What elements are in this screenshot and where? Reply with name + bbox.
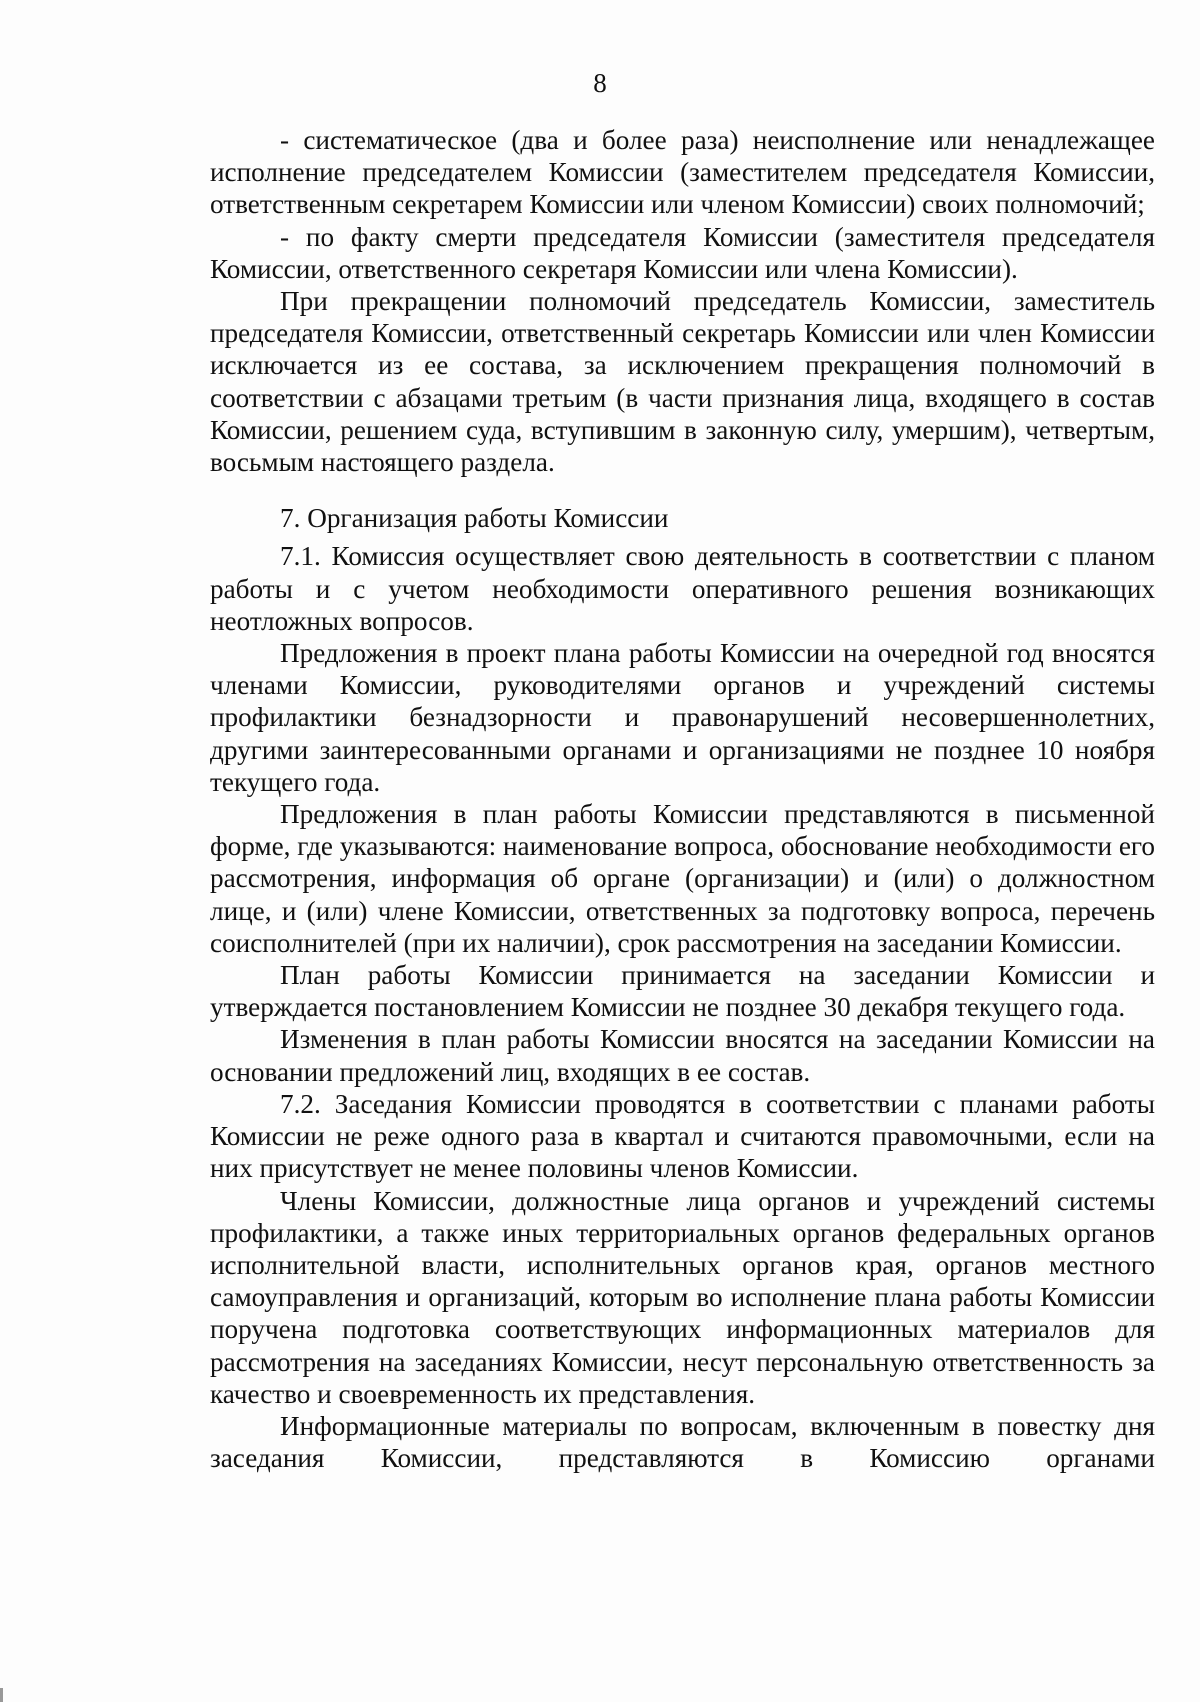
paragraph-plan-approval: План работы Комиссии принимается на заседании Комиссии и утверждается постановлением Комиссии не позднее 30 декабря текущего года. bbox=[210, 960, 1155, 1023]
paragraph-plan-proposals: Предложения в проект плана работы Комиссии на очередной год вносятся членами Комиссии, руководителями органов и учреждений системы профилактики безнадзорности и правонарушений несовершеннолетних, другими заинтересованными органами и организациями не позднее 10 ноября текущего года. bbox=[210, 638, 1155, 797]
paragraph-information-materials: Информационные материалы по вопросам, включенным в повестку дня заседания Комиссии, представляются в Комиссию органами bbox=[210, 1410, 1155, 1474]
paragraph-written-form: Предложения в план работы Комиссии представляются в письменной форме, где указываются: наименование вопроса, обоснование необходимости его рассмотрения, информация об органе (организации) и (или) о должностном лице, и (или) члене Комиссии, ответственных за подготовку вопроса, перечень соисполнителей (при их наличии), срок рассмотрения на заседании Комиссии. bbox=[210, 799, 1155, 958]
page-number: 8 bbox=[593, 68, 607, 98]
paragraph-plan-changes: Изменения в план работы Комиссии вносятся на заседании Комиссии на основании предложений лиц, входящих в ее состав. bbox=[210, 1024, 1155, 1087]
document-body bbox=[210, 124, 1155, 1474]
paragraph-termination-of-powers: При прекращении полномочий председатель Комиссии, заместитель председателя Комиссии, ответственный секретарь Комиссии или член Комиссии исключается из ее состава, за исключением прекращения полномочий в соответствии с абзацами третьим (в части признания лица, входящего в состав Комиссии, решением суда, вступившим в законную силу, умершим), четвертым, восьмым настоящего раздела. bbox=[210, 286, 1155, 478]
paragraph-responsibility: Члены Комиссии, должностные лица органов и учреждений системы профилактики, а также иных территориальных органов федеральных органов исполнительной власти, исполнительных органов края, органов местного самоуправления и организаций, которым во исполнение плана работы Комиссии поручена подготовка соответствующих информационных материалов для рассмотрения на заседаниях Комиссии, несут персональную ответственность за качество и своевременность их представления. bbox=[210, 1185, 1155, 1409]
paragraph-7-2: 7.2. Заседания Комиссии проводятся в соответствии с планами работы Комиссии не реже одного раза в квартал и считаются правомочными, если на них присутствует не менее половины членов Комиссии. bbox=[210, 1088, 1155, 1184]
scan-edge-mark bbox=[0, 1688, 3, 1702]
paragraph-systematic-nonperformance: - систематическое (два и более раза) неисполнение или ненадлежащее исполнение председателем Комиссии (заместителем председателя Комиссии, ответственным секретарем Комиссии или членом Комиссии) своих полномочий; bbox=[210, 125, 1155, 220]
paragraph-7-1: 7.1. Комиссия осуществляет свою деятельность в соответствии с планом работы и с учетом необходимости оперативного решения возникающих неотложных вопросов. bbox=[210, 541, 1155, 636]
paragraph-death: - по факту смерти председателя Комиссии (заместителя председателя Комиссии, ответственного секретаря Комиссии или члена Комиссии). bbox=[210, 221, 1155, 284]
section-heading: 7. Организация работы Комиссии bbox=[280, 503, 669, 534]
